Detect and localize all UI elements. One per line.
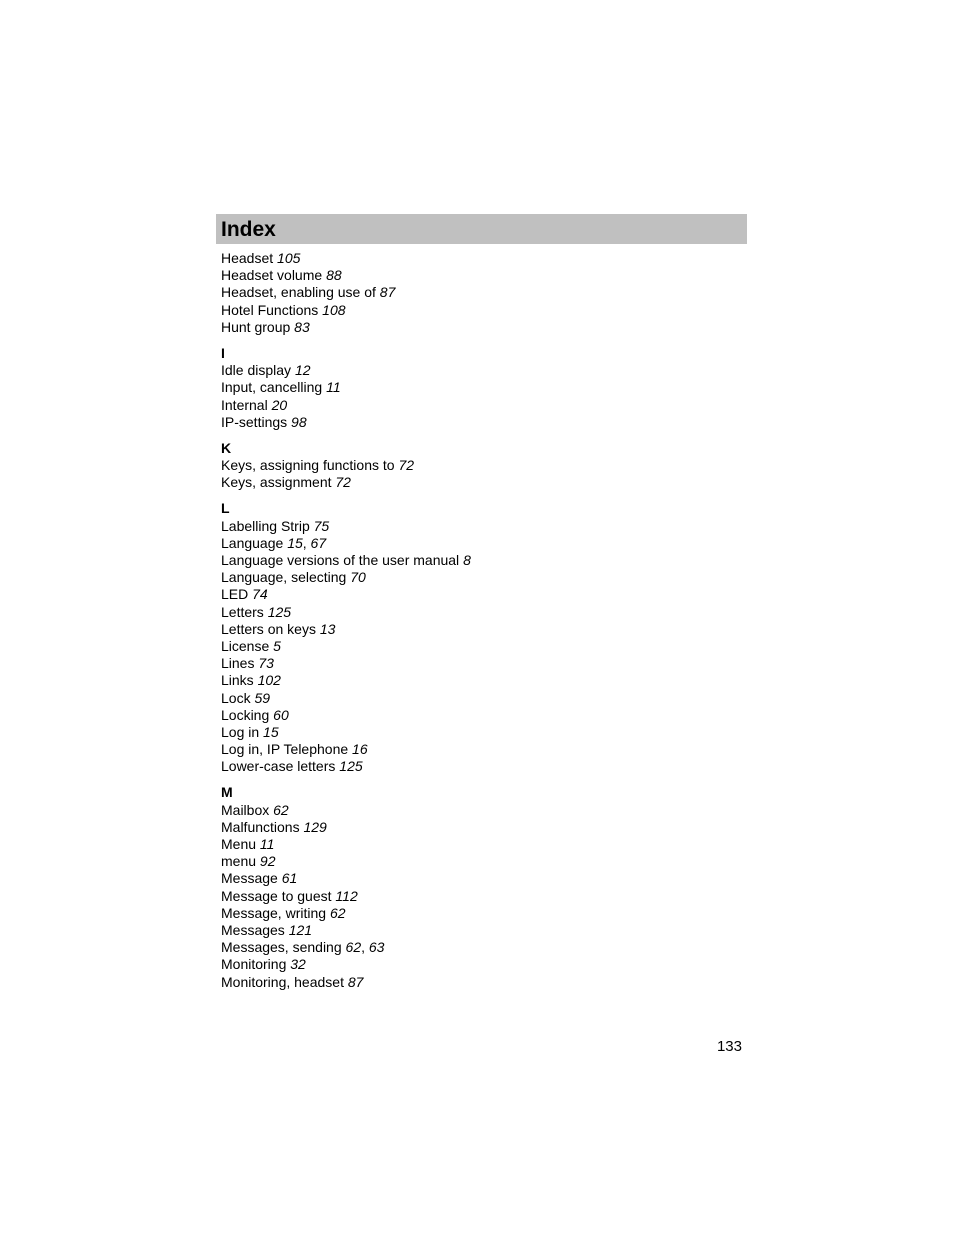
- index-page-link[interactable]: 74: [252, 586, 268, 603]
- index-page-link[interactable]: 62: [345, 939, 362, 956]
- index-page-link[interactable]: 59: [254, 689, 271, 706]
- index-entry: [221, 474, 741, 491]
- index-page-link[interactable]: 121: [288, 921, 313, 938]
- index-entry-term: Locking: [221, 706, 270, 723]
- index-entry-term: Language: [221, 534, 284, 551]
- index-entry-term: Letters: [221, 603, 264, 620]
- index-heading-bar: [216, 214, 747, 244]
- index-page-link[interactable]: 5: [273, 637, 281, 654]
- index-entry-term: Log in, IP Telephone: [221, 741, 349, 758]
- index-group-letter: I: [221, 344, 225, 361]
- index-entry: [221, 397, 741, 414]
- index-entry-term: Keys, assigning functions to: [221, 457, 395, 474]
- index-page-link[interactable]: 92: [259, 853, 276, 870]
- index-entry: [221, 655, 741, 672]
- index-page-link[interactable]: 125: [267, 603, 292, 620]
- index-page-link[interactable]: 12: [294, 362, 311, 379]
- index-entry-term: Monitoring, headset: [221, 973, 344, 990]
- index-entry-term: Mailbox: [221, 801, 270, 818]
- index-group: [221, 440, 741, 492]
- index-entry-term: Lock: [221, 689, 251, 706]
- index-page-link[interactable]: 87: [347, 973, 364, 990]
- index-entry-term: Messages, sending: [221, 939, 342, 956]
- index-entry-term: Idle display: [221, 362, 292, 379]
- index-page-link[interactable]: 67: [310, 534, 327, 551]
- index-entry-term: Letters on keys: [221, 620, 316, 637]
- index-entry: [221, 672, 741, 689]
- index-entry: [221, 414, 741, 431]
- index-entry-term: LED: [221, 586, 249, 603]
- index-entry: [221, 552, 741, 569]
- index-page-link[interactable]: 20: [271, 396, 288, 413]
- index-page-link[interactable]: 63: [368, 939, 385, 956]
- index-entry: [221, 569, 741, 586]
- index-entry: Language 15, 67: [221, 534, 327, 551]
- index-entry: [221, 707, 741, 724]
- index-entry-term: Message: [221, 870, 278, 887]
- index-group-letter: K: [221, 439, 232, 456]
- index-entry: [221, 621, 741, 638]
- index-page-link[interactable]: 108: [322, 301, 346, 318]
- index-entry: [221, 741, 741, 758]
- index-group: [221, 250, 741, 336]
- index-group: [221, 500, 741, 775]
- index-page-link[interactable]: 98: [291, 413, 307, 430]
- index-entry: [221, 457, 741, 474]
- index-page-link[interactable]: 72: [398, 457, 415, 474]
- index-page-link[interactable]: 62: [329, 904, 346, 921]
- page-title: Index: [221, 217, 276, 241]
- index-entry: [221, 379, 741, 396]
- index-entry-term: Hotel Functions: [221, 301, 319, 318]
- index-entry: [221, 518, 741, 535]
- index-page-link[interactable]: 125: [339, 758, 363, 775]
- index-page-link[interactable]: 72: [335, 474, 351, 491]
- index-entry: [221, 802, 741, 819]
- index-group-letter: M: [221, 784, 233, 801]
- index-entry: [221, 870, 741, 887]
- index-page-link[interactable]: 8: [463, 552, 471, 568]
- index-group: [221, 784, 741, 990]
- index-entry: [221, 836, 741, 853]
- index-entry: [221, 267, 741, 284]
- index-entry: [221, 922, 741, 939]
- index-entry-term: Malfunctions: [221, 818, 300, 835]
- index-entry-term: menu: [221, 853, 257, 870]
- index-entry-term: Messages: [221, 921, 285, 938]
- index-entry-term: Keys, assignment: [221, 474, 332, 491]
- index-page-link[interactable]: 105: [277, 250, 301, 266]
- index-entry-term: Language, selecting: [221, 569, 347, 586]
- index-entry: [221, 758, 741, 775]
- index-entry-term: Menu: [221, 836, 257, 852]
- index-group-letter: L: [221, 500, 230, 517]
- index-entry: [221, 302, 741, 319]
- index-page-link[interactable]: 112: [335, 887, 358, 904]
- index-entry-term: Hunt group: [221, 318, 291, 335]
- index-page-link[interactable]: 73: [258, 655, 274, 672]
- index-entry-term: Headset volume: [221, 267, 323, 284]
- index-entry-term: Input, cancelling: [221, 379, 323, 396]
- index-entry-term: Language versions of the user manual: [221, 552, 460, 568]
- index-entry: [221, 362, 741, 379]
- index-entry-term: Labelling Strip: [221, 517, 310, 534]
- index-page-link[interactable]: 83: [294, 318, 310, 335]
- index-page-link[interactable]: 13: [319, 620, 336, 637]
- page-number: 133: [716, 1038, 742, 1055]
- index-page-link[interactable]: 88: [326, 267, 342, 284]
- index-page-link[interactable]: 70: [350, 569, 366, 586]
- index-entry-term: Message, writing: [221, 904, 327, 921]
- index-list: [221, 250, 741, 1000]
- index-entry-term: Internal: [221, 396, 268, 413]
- index-entry-term: Log in: [221, 723, 260, 740]
- index-page-link[interactable]: 11: [259, 836, 275, 852]
- index-entry-term: Lines: [221, 655, 255, 672]
- index-entry: [221, 724, 741, 741]
- index-entry-term: Monitoring: [221, 956, 287, 973]
- index-entry: [221, 888, 741, 905]
- index-entry: [221, 284, 741, 301]
- index-entry: [221, 604, 741, 621]
- index-entry-term: License: [221, 637, 270, 654]
- index-page-link[interactable]: 60: [273, 706, 289, 723]
- index-page-link[interactable]: 11: [326, 379, 341, 396]
- index-entry: [221, 690, 741, 707]
- index-page-link[interactable]: 75: [313, 517, 330, 534]
- index-entry: [221, 819, 741, 836]
- index-entry: [221, 905, 741, 922]
- index-entry-term: IP-settings: [221, 413, 288, 430]
- index-entry: [221, 974, 741, 991]
- index-page-link[interactable]: 16: [352, 741, 368, 758]
- index-entry: [221, 586, 741, 603]
- index-entry-term: Headset, enabling use of: [221, 284, 376, 301]
- index-entry: [221, 250, 741, 267]
- index-entry-term: Lower-case letters: [221, 758, 336, 775]
- index-entry: [221, 319, 741, 336]
- index-entry: Messages, sending 62, 63: [221, 939, 385, 956]
- index-entry-term: Message to guest: [221, 887, 332, 904]
- index-page-link[interactable]: 15: [263, 723, 279, 740]
- index-page-link[interactable]: 129: [303, 818, 327, 835]
- index-entry-term: Links: [221, 672, 254, 689]
- index-entry: [221, 638, 741, 655]
- index-group: [221, 345, 741, 431]
- index-page-link[interactable]: 87: [379, 284, 396, 301]
- index-page-link[interactable]: 15: [287, 534, 303, 551]
- index-page-link[interactable]: 32: [290, 956, 306, 973]
- index-entry-term: Headset: [221, 250, 274, 266]
- index-page-link[interactable]: 61: [281, 870, 298, 887]
- index-page-link[interactable]: 62: [273, 801, 289, 818]
- index-entry: [221, 956, 741, 973]
- index-page-link[interactable]: 102: [257, 672, 281, 689]
- index-entry: [221, 853, 741, 870]
